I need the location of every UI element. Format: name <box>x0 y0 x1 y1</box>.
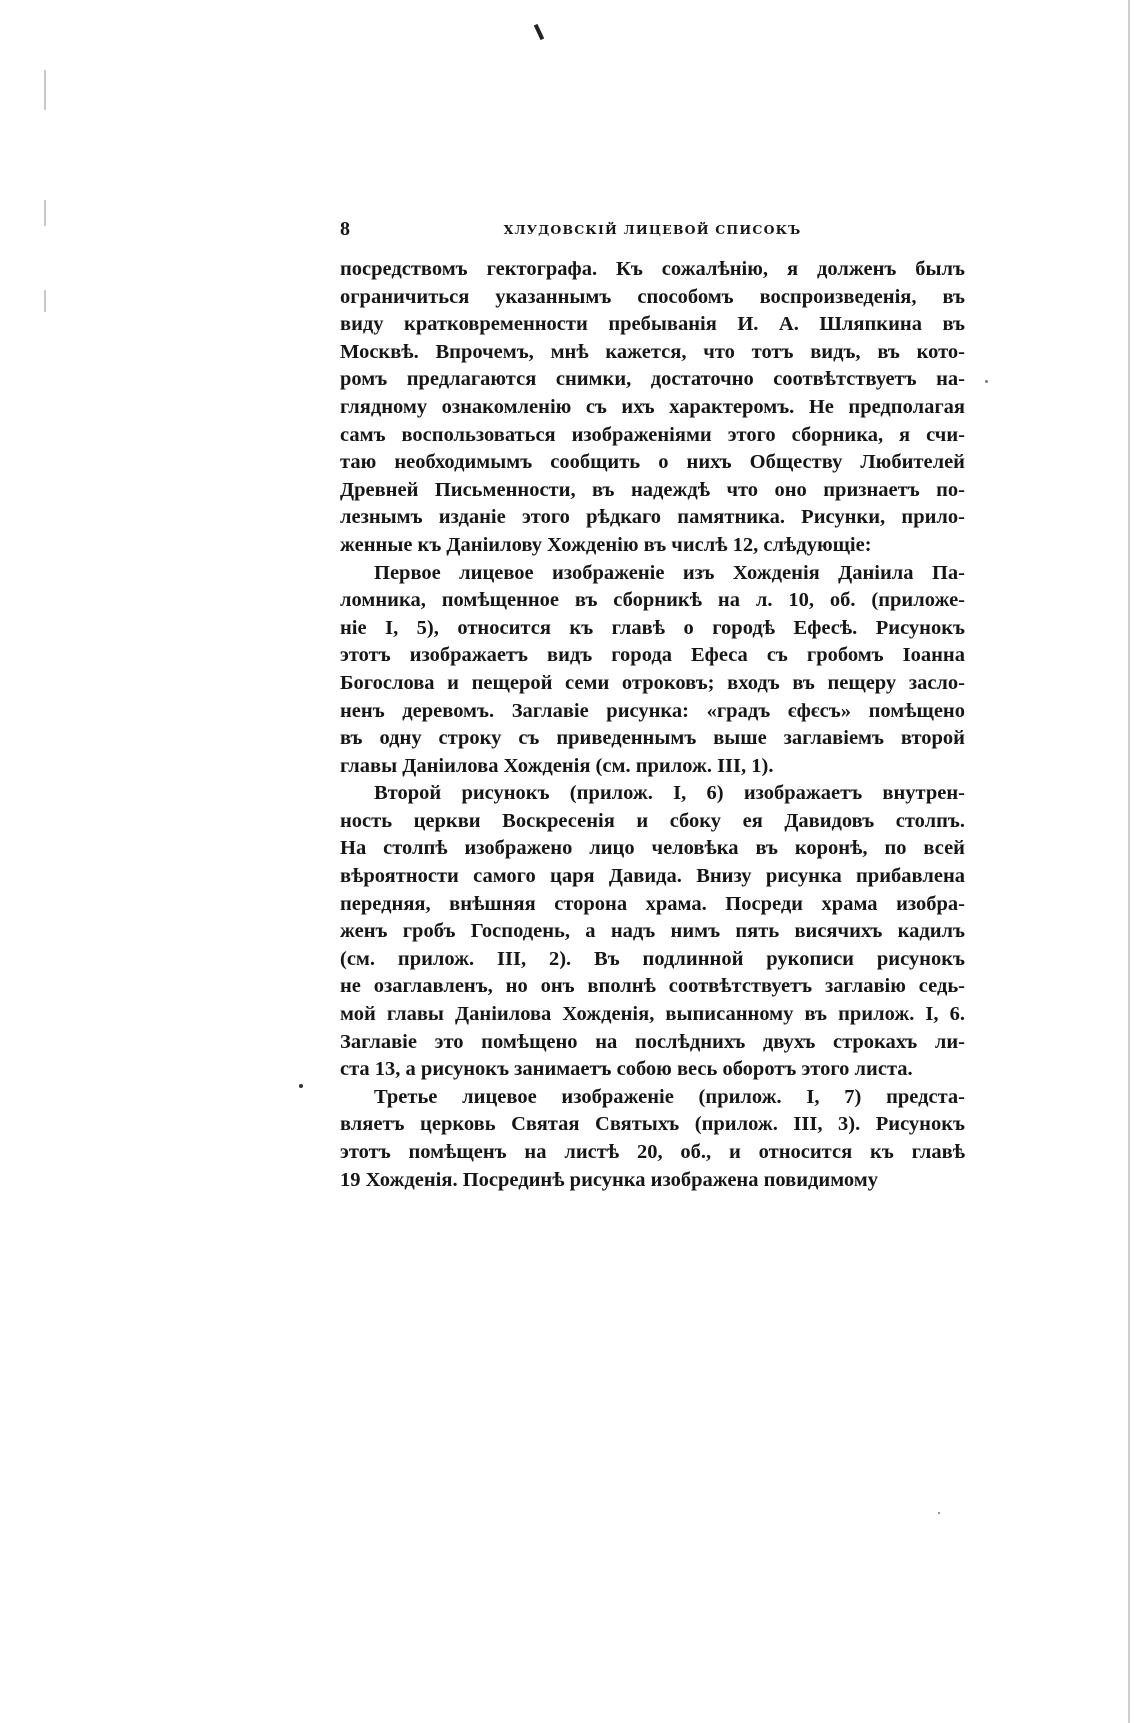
text-line: ненъ деревомъ. Заглавіе рисунка: «градъ єфєсъ» помѣщено <box>340 699 965 722</box>
page-header <box>340 218 965 244</box>
text-line: Заглавіе это помѣщено на послѣднихъ двухъ строкахъ ли- <box>340 1030 965 1053</box>
scan-speck <box>299 1084 303 1088</box>
scan-mark <box>44 290 46 312</box>
text-line: Богослова и пещерой семи отроковъ; входъ въ пещеру засло- <box>340 671 965 694</box>
text-line: виду кратковременности пребыванія И. А. Шляпкина въ <box>340 313 965 336</box>
text-line: женные къ Даніилову Хожденію въ числѣ 12, слѣдующіе: <box>340 533 872 556</box>
text-line: Третье лицевое изображеніе (прилож. I, 7) предста- <box>374 1085 965 1108</box>
text-line: женъ гробъ Господень, а надъ нимъ пять висячихъ кадилъ <box>340 920 965 943</box>
text-line: ограничиться указаннымъ способомъ воспроизведенія, въ <box>340 285 965 308</box>
body-text <box>340 256 965 1194</box>
text-line: Второй рисунокъ (прилож. I, 6) изображаетъ внутрен- <box>374 782 965 805</box>
text-line: 19 Хожденія. Посрединѣ рисунка изображена повидимому <box>340 1168 878 1191</box>
scan-mark <box>534 24 544 40</box>
scan-mark <box>44 70 46 110</box>
text-line: ность церкви Воскресенія и сбоку ея Давидовъ столпъ. <box>340 809 965 832</box>
paragraph <box>340 1084 965 1194</box>
text-line: этотъ помѣщенъ на листѣ 20, об., и относится къ главѣ <box>340 1141 965 1163</box>
text-line: Древней Письменности, въ надеждѣ что оно признаетъ по- <box>340 478 965 501</box>
text-line: глядному ознакомленію съ ихъ характеромъ. Не предполагая <box>340 395 965 418</box>
paragraph <box>340 560 965 781</box>
text-line: (см. прилож. III, 2). Въ подлинной рукописи рисунокъ <box>340 947 965 970</box>
text-line: ромъ предлагаются снимки, достаточно соотвѣтствуетъ на- <box>340 368 965 391</box>
page-number: 8 <box>340 218 350 240</box>
scan-speck <box>938 1512 940 1514</box>
paragraph <box>340 256 965 560</box>
text-line: таю необходимымъ сообщить о нихъ Обществу Любителей <box>340 451 965 474</box>
text-line: ломника, помѣщенное въ сборникѣ на л. 10, об. (приложе- <box>340 589 965 612</box>
text-line: Первое лицевое изображеніе изъ Хожденія Даніила Па- <box>374 561 965 584</box>
text-line: передняя, внѣшняя сторона храма. Посреди храма изобра- <box>340 892 965 915</box>
scan-speck <box>985 380 988 383</box>
text-line: главы Даніилова Хожденія (см. прилож. III, 1). <box>340 754 774 777</box>
text-line: ста 13, а рисунокъ занимаетъ собою весь оборотъ этого листа. <box>340 1058 913 1081</box>
scan-mark <box>44 200 46 226</box>
text-line: лезнымъ изданіе этого рѣдкаго памятника. Рисунки, прило- <box>340 506 965 529</box>
text-line: Москвѣ. Впрочемъ, мнѣ кажется, что тотъ видъ, въ кото- <box>340 340 965 363</box>
scan-edge-line <box>1128 0 1130 1723</box>
text-line: посредствомъ гектографа. Къ сожалѣнію, я долженъ былъ <box>340 258 965 280</box>
text-line: этотъ изображаетъ видъ города Ефеса съ гробомъ Іоанна <box>340 644 965 667</box>
text-line: въ одну строку съ приведеннымъ выше заглавіемъ второй <box>340 727 965 750</box>
text-line: вѣроятности самого царя Давида. Внизу рисунка прибавлена <box>340 865 965 888</box>
text-line: ніе I, 5), относится къ главѣ о городѣ Ефесѣ. Рисунокъ <box>340 616 965 639</box>
text-line: На столпѣ изображено лицо человѣка въ коронѣ, по всей <box>340 837 965 860</box>
text-line: самъ воспользоваться изображеніями этого сборника, я счи- <box>340 423 965 446</box>
text-line: мой главы Даніилова Хожденія, выписанному въ прилож. I, 6. <box>340 1003 965 1026</box>
running-title: ХЛУДОВСКІЙ ЛИЦЕВОЙ СПИСОКЪ <box>503 222 802 237</box>
paragraph <box>340 780 965 1084</box>
text-line: не озаглавленъ, но онъ вполнѣ соотвѣтствуетъ заглавію седь- <box>340 975 965 998</box>
text-line: вляетъ церковь Святая Святыхъ (прилож. III, 3). Рисунокъ <box>340 1113 965 1136</box>
